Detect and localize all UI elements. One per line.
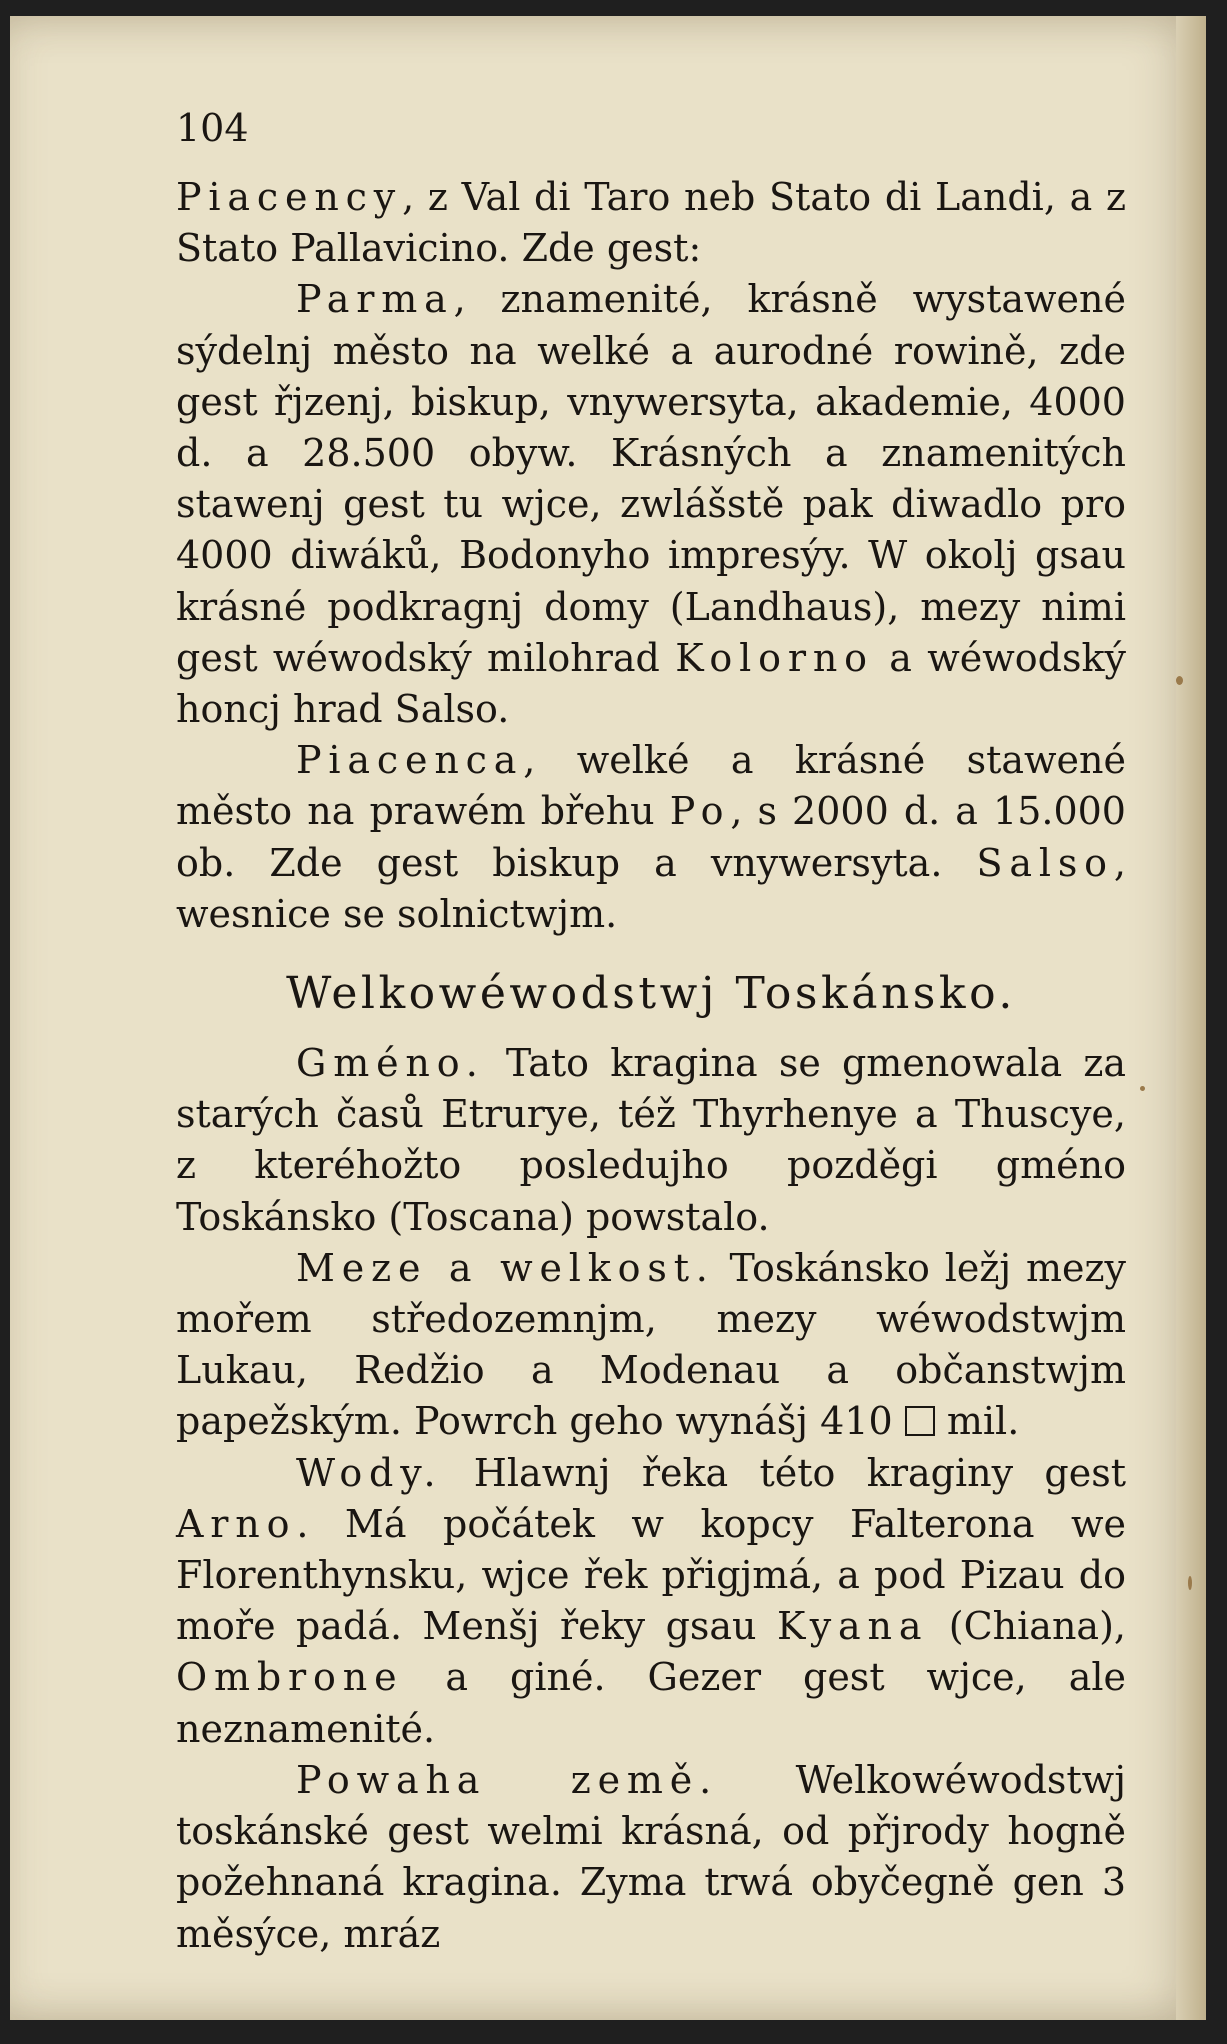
intro-paragraph: Piacency, z Val di Taro neb Stato di Landi, a z Stato Pallavicino. Zde gest: bbox=[176, 175, 1126, 271]
paragraph-label: Meze a welkost. bbox=[296, 1245, 715, 1290]
paragraph-label: Powaha země. bbox=[296, 1757, 719, 1802]
meze-paragraph: Meze a welkost. Toskánsko ležj mezy mořem středozemnjm, mezy wéwodstwjm Lukau, Redžio a Modenau a občanstwjm papežským. Powrch geho wynášj 410 mil. bbox=[176, 1245, 1126, 1444]
powaha-paragraph: Powaha země. Welkowéwodstwj toskánské gest welmi krásná, od přjrody hogně požehnaná kragina. Zyma trwá obyčegně gen 3 měsýce, mráz bbox=[176, 1757, 1126, 1956]
place-name: Piacency bbox=[176, 175, 403, 219]
page-edge bbox=[1176, 16, 1206, 2020]
paper-speck bbox=[1188, 1576, 1192, 1590]
river-name: Po bbox=[669, 789, 731, 834]
page-text bbox=[176, 108, 1126, 1960]
river-name: Kyana bbox=[776, 1604, 929, 1649]
place-name: Kolorno bbox=[675, 635, 874, 680]
place-name: Piacenca bbox=[296, 738, 524, 783]
square-symbol-icon bbox=[905, 1406, 935, 1436]
place-name: Salso bbox=[976, 840, 1114, 885]
river-name: Arno bbox=[176, 1501, 297, 1546]
paragraph-label: Wody. bbox=[296, 1450, 443, 1495]
parma-paragraph: Parma, znamenité, krásně wystawené sýdelnj město na welké a aurodné rowině, zde gest řjzenj, biskup, vnywersyta, akademie, 4000 d. a 28.500 obyw. Krásných a znamenitých stawenj gest tu wjce, zwlášstě pak diwadlo pro 4000 diwáků, Bodonyho impresýy. W okolj gsau krásné podkragnj domy (Landhaus), mezy nimi gest wéwodský milohrad Kolorno a wéwodský honcj hrad Salso. bbox=[176, 277, 1126, 732]
page-number: 104 bbox=[176, 106, 249, 150]
wody-paragraph: Wody. Hlawnj řeka této kraginy gest Arno. Má počátek w kopcy Falterona we Florenthynsku, wjce řek přigjmá, a pod Pizau do moře padá. Menšj řeky gsau Kyana (Chiana), Ombrone a giné. Gezer gest wjce, ale neznamenité. bbox=[176, 1450, 1126, 1751]
piacenca-paragraph: Piacenca, welké a krásné stawené město na prawém břehu Po, s 2000 d. a 15.000 ob. Zde gest biskup a vnywersyta. Salso, wesnice se solnictwjm. bbox=[176, 738, 1126, 936]
paragraph-label: Gméno. bbox=[296, 1041, 485, 1086]
place-name: Parma bbox=[296, 277, 454, 322]
section-heading: Welkowéwodstwj Toskánsko. bbox=[286, 968, 1016, 1020]
paper-speck bbox=[1140, 1086, 1145, 1091]
paper-speck bbox=[1176, 676, 1183, 685]
book-page bbox=[10, 16, 1206, 2020]
meno-paragraph: Gméno. Tato kragina se gmenowala za starých časů Etrurye, též Thyrhenye a Thuscye, z kteréhožto posledujho pozděgi gméno Toskánsko (Toscana) powstalo. bbox=[176, 1041, 1126, 1239]
river-name: Ombrone bbox=[176, 1655, 404, 1700]
